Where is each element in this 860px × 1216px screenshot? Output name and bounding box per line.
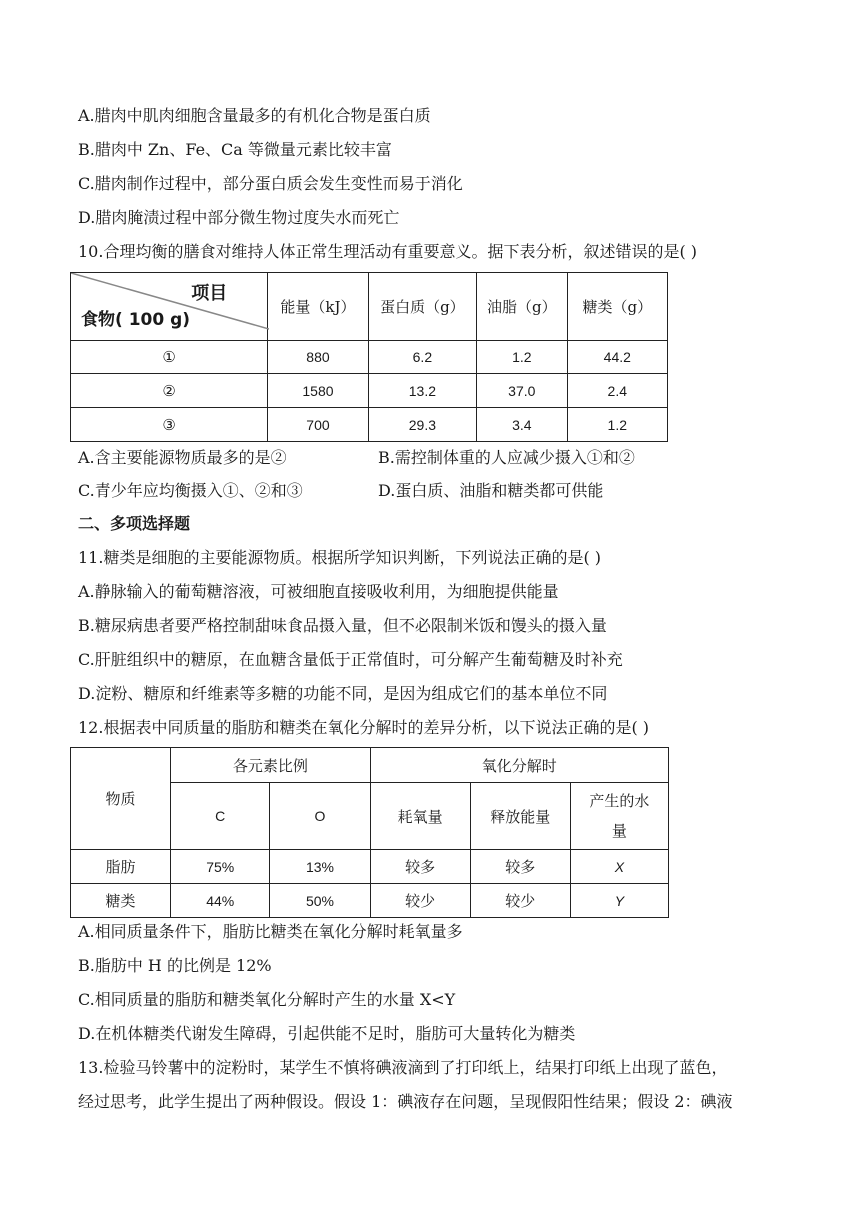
q12-option-b: B.脂肪中 H 的比例是 12% bbox=[78, 956, 272, 975]
table-row bbox=[71, 341, 668, 374]
cell: 2.4 bbox=[567, 374, 667, 408]
header-c: C bbox=[171, 783, 270, 850]
q12-option-a: A.相同质量条件下，脂肪比糖类在氧化分解时耗氧量多 bbox=[78, 922, 463, 941]
header-oxygen-use: 耗氧量 bbox=[370, 783, 470, 850]
cell: 6.2 bbox=[368, 341, 476, 374]
cell: 较少 bbox=[470, 884, 570, 918]
q11-option-a: A.静脉输入的葡萄糖溶液，可被细胞直接吸收利用，为细胞提供能量 bbox=[78, 582, 559, 601]
cell: 50% bbox=[270, 884, 370, 918]
row-label: 脂肪 bbox=[71, 850, 171, 884]
corner-food-label: 食物( 100 g) bbox=[81, 310, 191, 330]
table-row bbox=[71, 408, 668, 442]
q9-option-b: B.腊肉中 Zn、Fe、Ca 等微量元素比较丰富 bbox=[78, 140, 392, 159]
header-oil: 油脂（g） bbox=[477, 273, 568, 341]
q10-nutrition-table bbox=[70, 272, 668, 442]
table-row bbox=[71, 850, 669, 884]
header-oxidation: 氧化分解时 bbox=[370, 748, 668, 783]
header-element-ratio: 各元素比例 bbox=[171, 748, 371, 783]
q10-corner-cell bbox=[71, 273, 268, 341]
header-water-line2: 量 bbox=[611, 822, 627, 840]
q10-stem: 10.合理均衡的膳食对维持人体正常生理活动有重要意义。据下表分析，叙述错误的是( ) bbox=[78, 242, 698, 261]
row-label: ③ bbox=[71, 408, 268, 442]
header-sugar: 糖类（g） bbox=[567, 273, 667, 341]
table-row bbox=[71, 884, 669, 918]
q10-option-c: C.青少年应均衡摄入①、②和③ bbox=[78, 481, 303, 500]
cell: 29.3 bbox=[368, 408, 476, 442]
cell: 37.0 bbox=[477, 374, 568, 408]
cell: 1580 bbox=[268, 374, 368, 408]
q12-stem: 12.根据表中同质量的脂肪和糖类在氧化分解时的差异分析，以下说法正确的是( ) bbox=[78, 718, 650, 737]
cell: 1.2 bbox=[477, 341, 568, 374]
cell: 13% bbox=[270, 850, 370, 884]
cell: 较多 bbox=[370, 850, 470, 884]
table-row bbox=[71, 374, 668, 408]
row-label: 糖类 bbox=[71, 884, 171, 918]
q10-option-a: A.含主要能源物质最多的是② bbox=[78, 448, 287, 467]
q12-option-d: D.在机体糖类代谢发生障碍，引起供能不足时，脂肪可大量转化为糖类 bbox=[78, 1024, 576, 1043]
cell: 较多 bbox=[470, 850, 570, 884]
q11-option-d: D.淀粉、糖原和纤维素等多糖的功能不同，是因为组成它们的基本单位不同 bbox=[78, 684, 608, 703]
cell: Y bbox=[570, 884, 668, 918]
cell: 44% bbox=[171, 884, 270, 918]
q12-option-c: C.相同质量的脂肪和糖类氧化分解时产生的水量 X<Y bbox=[78, 990, 456, 1009]
header-water bbox=[570, 783, 668, 850]
q11-stem: 11.糖类是细胞的主要能源物质。根据所学知识判断，下列说法正确的是( ) bbox=[78, 548, 602, 567]
cell: 较少 bbox=[370, 884, 470, 918]
q10-option-b: B.需控制体重的人应减少摄入①和② bbox=[378, 448, 635, 467]
q12-fat-sugar-table bbox=[70, 747, 669, 918]
header-protein: 蛋白质（g） bbox=[368, 273, 476, 341]
q11-option-b: B.糖尿病患者要严格控制甜味食品摄入量，但不必限制米饭和馒头的摄入量 bbox=[78, 616, 607, 635]
section-title: 二、多项选择题 bbox=[78, 514, 191, 533]
q11-option-c: C.肝脏组织中的糖原，在血糖含量低于正常值时，可分解产生葡萄糖及时补充 bbox=[78, 650, 623, 669]
corner-item-label: 项目 bbox=[191, 283, 228, 304]
cell: 880 bbox=[268, 341, 368, 374]
header-energy: 能量（kJ） bbox=[268, 273, 368, 341]
row-label: ① bbox=[71, 341, 268, 374]
header-o: O bbox=[270, 783, 370, 850]
cell: 44.2 bbox=[567, 341, 667, 374]
cell: 75% bbox=[171, 850, 270, 884]
cell: 1.2 bbox=[567, 408, 667, 442]
q9-option-c: C.腊肉制作过程中，部分蛋白质会发生变性而易于消化 bbox=[78, 174, 463, 193]
cell: 3.4 bbox=[477, 408, 568, 442]
header-water-line1: 产生的水 bbox=[589, 792, 650, 810]
cell: 700 bbox=[268, 408, 368, 442]
q13-line1: 13.检验马铃薯中的淀粉时，某学生不慎将碘液滴到了打印纸上，结果打印纸上出现了蓝色， bbox=[78, 1058, 728, 1077]
row-label: ② bbox=[71, 374, 268, 408]
header-energy-release: 释放能量 bbox=[470, 783, 570, 850]
q10-option-d: D.蛋白质、油脂和糖类都可供能 bbox=[378, 481, 604, 500]
header-substance: 物质 bbox=[71, 748, 171, 850]
q13-line2: 经过思考，此学生提出了两种假设。假设 1：碘液存在问题，呈现假阳性结果；假设 2：碘液 bbox=[78, 1092, 733, 1111]
cell: 13.2 bbox=[368, 374, 476, 408]
cell: X bbox=[570, 850, 668, 884]
q9-option-a: A.腊肉中肌肉细胞含量最多的有机化合物是蛋白质 bbox=[78, 106, 431, 125]
q9-option-d: D.腊肉腌渍过程中部分微生物过度失水而死亡 bbox=[78, 208, 400, 227]
